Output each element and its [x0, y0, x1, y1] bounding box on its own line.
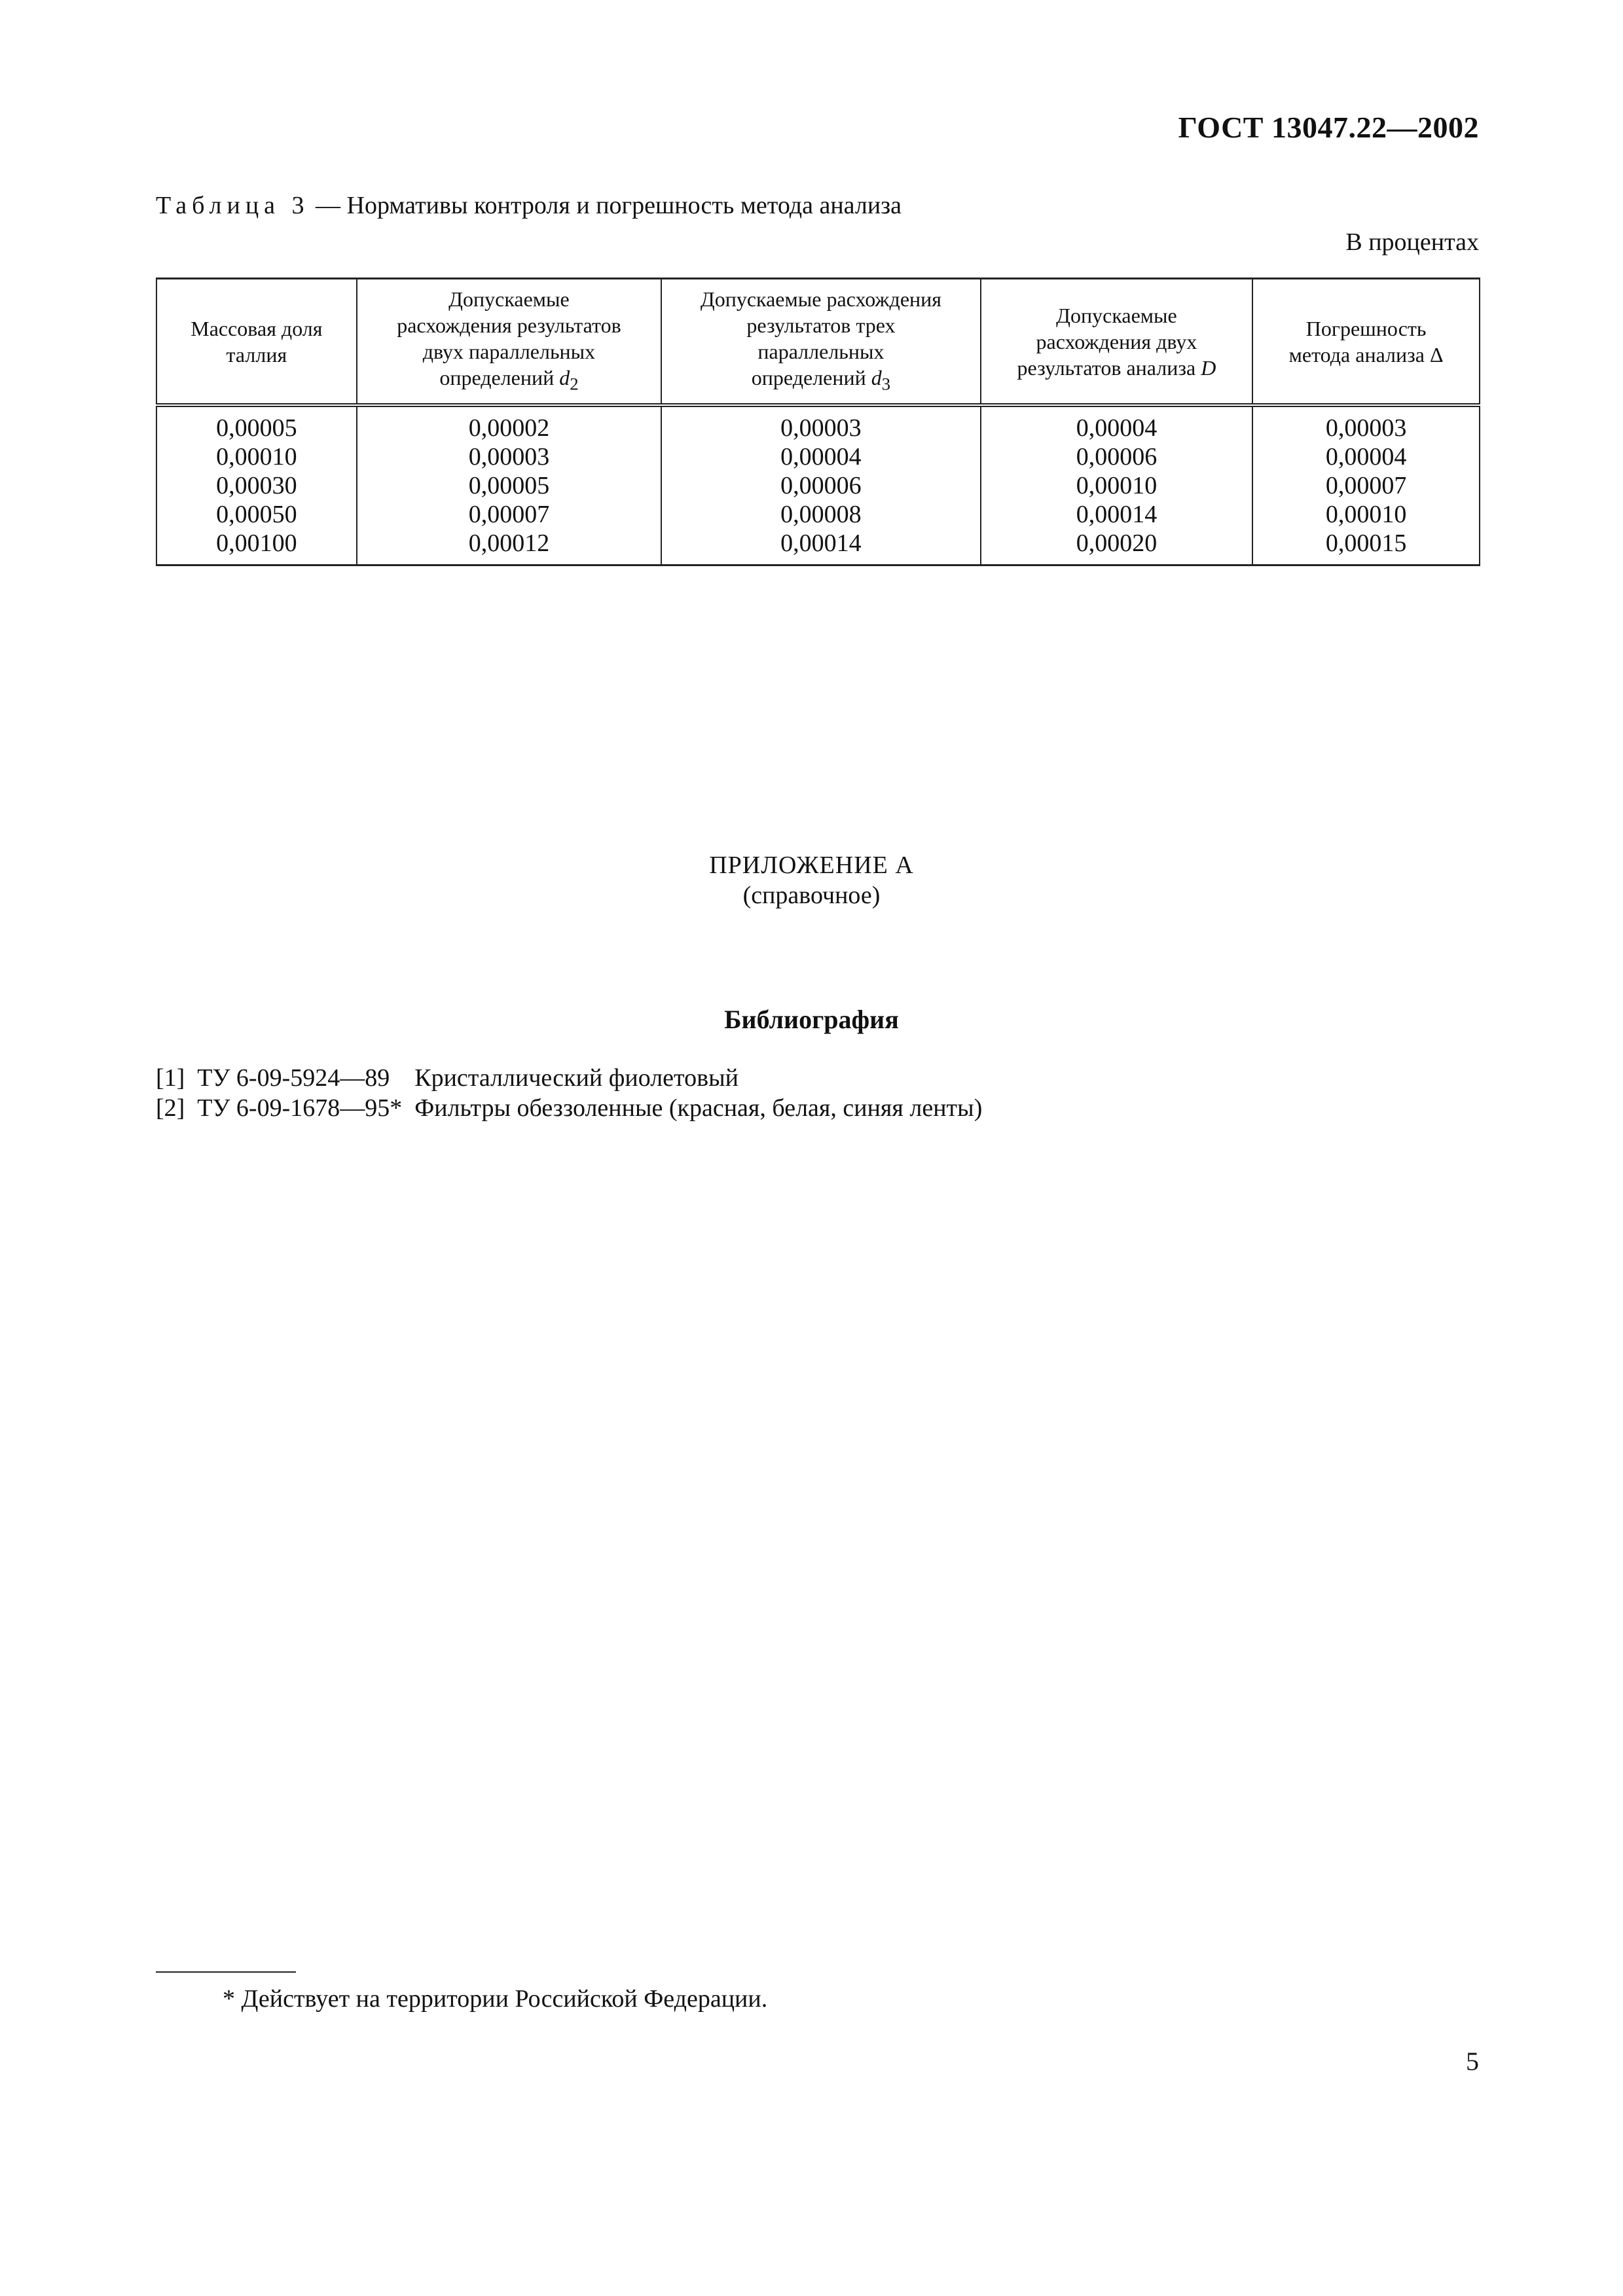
standard-header: ГОСТ 13047.22—2002 — [1178, 111, 1479, 144]
table-cell: 0,00010 — [216, 443, 297, 471]
table-cell: 0,00012 — [468, 529, 550, 558]
table-cell: 0,00004 — [1325, 443, 1407, 471]
table-row — [156, 405, 1480, 565]
table-cell: 0,00014 — [780, 529, 862, 558]
table-caption-text: — Нормативы контроля и погрешность метода анализа — [309, 192, 902, 219]
table-cell: 0,00005 — [216, 414, 297, 442]
header-two-parallel: Допускаемые расхождения результатов двух параллельных определений $d_2$ — [357, 279, 662, 406]
table-cell: 0,00100 — [216, 529, 297, 558]
table-cell: 0,00003 — [1325, 414, 1407, 442]
table-cell: 0,00002 — [468, 414, 550, 442]
table-cell: 0,00008 — [780, 501, 862, 529]
column-method-error — [1252, 405, 1480, 565]
header-two-results: Допускаемые расхождения двух результатов анализа D — [981, 279, 1253, 406]
footnote-divider — [156, 1971, 296, 1973]
header-three-parallel: Допускаемые расхождения результатов трех параллельных определений $d_3$ — [661, 279, 980, 406]
bibliography-title: Библиография — [724, 1005, 899, 1034]
footnote: * Действует на территории Российской Федерации. — [223, 1985, 768, 2013]
table-cell: 0,00004 — [780, 443, 862, 471]
table-cell: 0,00020 — [1076, 529, 1158, 558]
table-cell: 0,00003 — [780, 414, 862, 442]
table-cell: 0,00006 — [1076, 443, 1158, 471]
column-mass-fraction — [156, 405, 357, 565]
table-cell: 0,00050 — [216, 501, 297, 529]
header-method-error: Погрешность метода анализа Δ — [1252, 279, 1480, 406]
column-two-parallel — [357, 405, 662, 565]
table-cell: 0,00014 — [1076, 501, 1158, 529]
table-cell: 0,00030 — [216, 472, 297, 500]
table-cell: 0,00004 — [1076, 414, 1158, 442]
bibliography-list — [156, 1063, 982, 1123]
page-number: 5 — [1466, 2047, 1479, 2076]
appendix-title: ПРИЛОЖЕНИЕ А — [709, 852, 914, 879]
table-cell: 0,00010 — [1325, 501, 1407, 529]
table-cell: 0,00015 — [1325, 529, 1407, 558]
table-cell: 0,00007 — [468, 501, 550, 529]
column-three-parallel — [661, 405, 980, 565]
bibliography-entry: [2] ТУ 6-09-1678—95* Фильтры обеззоленные (красная, белая, синяя ленты) — [156, 1094, 983, 1122]
table-cell: 0,00005 — [468, 472, 550, 500]
table-caption — [156, 191, 902, 220]
table-header-row — [156, 279, 1480, 406]
bibliography-entry: [1] ТУ 6-09-5924—89 Кристаллический фиолетовый — [156, 1064, 739, 1092]
table-cell: 0,00010 — [1076, 472, 1158, 500]
table-caption-label: Таблица 3 — [156, 192, 310, 219]
header-mass-fraction: Массовая доля таллия — [156, 279, 357, 406]
table-cell: 0,00003 — [468, 443, 550, 471]
table-cell: 0,00006 — [780, 472, 862, 500]
column-two-results — [981, 405, 1253, 565]
table-cell: 0,00007 — [1325, 472, 1407, 500]
data-table — [156, 278, 1480, 566]
table-units: В процентах — [1345, 228, 1479, 256]
appendix-subtitle: (справочное) — [742, 882, 881, 909]
